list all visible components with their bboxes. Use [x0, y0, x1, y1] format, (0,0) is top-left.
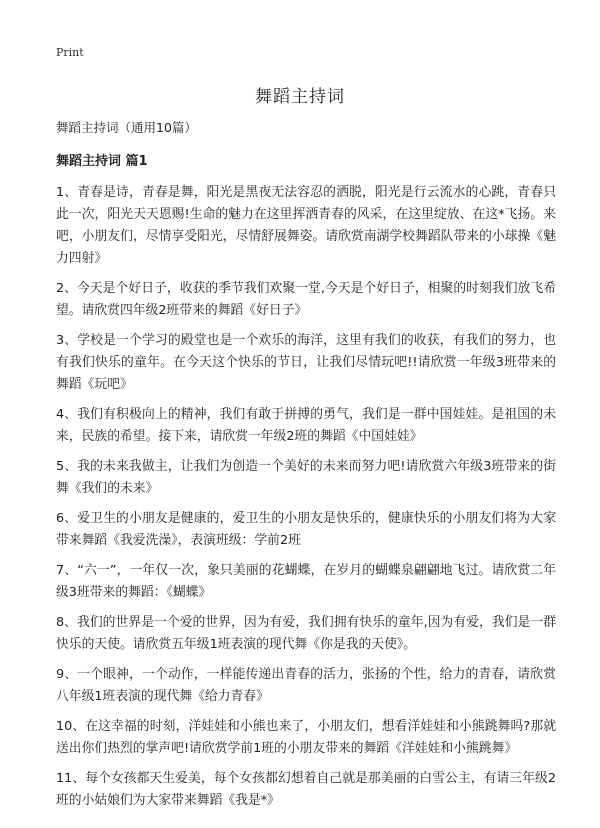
document-body — [56, 118, 556, 820]
paragraph-4: 4、我们有积极向上的精神，我们有敢于拼搏的勇气，我们是一群中国娃娃。是祖国的未来，民族的希望。接下来，请欣赏一年级2班的舞蹈《中国娃娃》 — [56, 407, 556, 444]
paragraph-11: 11、每个女孩都天生爱美，每个女孩都幻想着自己就是那美丽的白雪公主，有请三年级2班的小姑娘们为大家带来舞蹈《我是*》 — [56, 771, 556, 808]
print-link[interactable]: Print — [56, 46, 84, 59]
paragraph-1: 1、青春是诗，青春是舞，阳光是黑夜无法容忍的洒脱，阳光是行云流水的心跳，青春只此一次，阳光天天恩赐!生命的魅力在这里挥洒青春的风采，在这里绽放、在这*飞扬。来吧，小朋友们，尽情享受阳光，尽情舒展舞姿。请欣赏南湖学校舞蹈队带来的小球操《魅力四射》 — [56, 185, 556, 266]
paragraph-2: 2、今天是个好日子，收获的季节我们欢聚一堂,今天是个好日子，相聚的时刻我们放飞希望。请欣赏四年级2班带来的舞蹈《好日子》 — [56, 281, 556, 318]
section-heading: 舞蹈主持词 篇1 — [56, 154, 148, 169]
paragraph-9: 9、一个眼神，一个动作，一样能传递出青春的活力，张扬的个性，给力的青春，请欣赏八年级1班表演的现代舞《给力青春》 — [56, 667, 556, 704]
paragraph-3: 3、学校是一个学习的殿堂也是一个欢乐的海洋，这里有我们的收获，有我们的努力，也有我们快乐的童年。在今天这个快乐的节日，让我们尽情玩吧!!请欣赏一年级3班带来的舞蹈《玩吧》 — [56, 333, 556, 392]
paragraph-10: 10、在这幸福的时刻，洋娃娃和小熊也来了，小朋友们，想看洋娃娃和小熊跳舞吗?那就送出你们热烈的掌声吧!请欣赏学前1班的小朋友带来的舞蹈《洋娃娃和小熊跳舞》 — [56, 719, 556, 756]
paragraph-6: 6、爱卫生的小朋友是健康的，爱卫生的小朋友是快乐的，健康快乐的小朋友们将为大家带来舞蹈《我爱洗澡》，表演班级：学前2班 — [56, 511, 556, 548]
page-title: 舞蹈主持词 — [255, 87, 345, 107]
document-subtitle: 舞蹈主持词（通用10篇） — [56, 120, 197, 135]
paragraph-5: 5、我的未来我做主，让我们为创造一个美好的未来而努力吧!请欣赏六年级3班带来的街舞《我们的未来》 — [56, 459, 556, 496]
paragraph-7: 7、“六一”，一年仅一次，象只美丽的花蝴蝶，在岁月的蝴蝶泉翩翩地飞过。请欣赏二年级3班带来的舞蹈：《蝴蝶》 — [56, 563, 556, 600]
paragraph-8: 8、我们的世界是一个爱的世界，因为有爱，我们拥有快乐的童年,因为有爱，我们是一群快乐的天使。请欣赏五年级1班表演的现代舞《你是我的天使》。 — [56, 615, 556, 652]
